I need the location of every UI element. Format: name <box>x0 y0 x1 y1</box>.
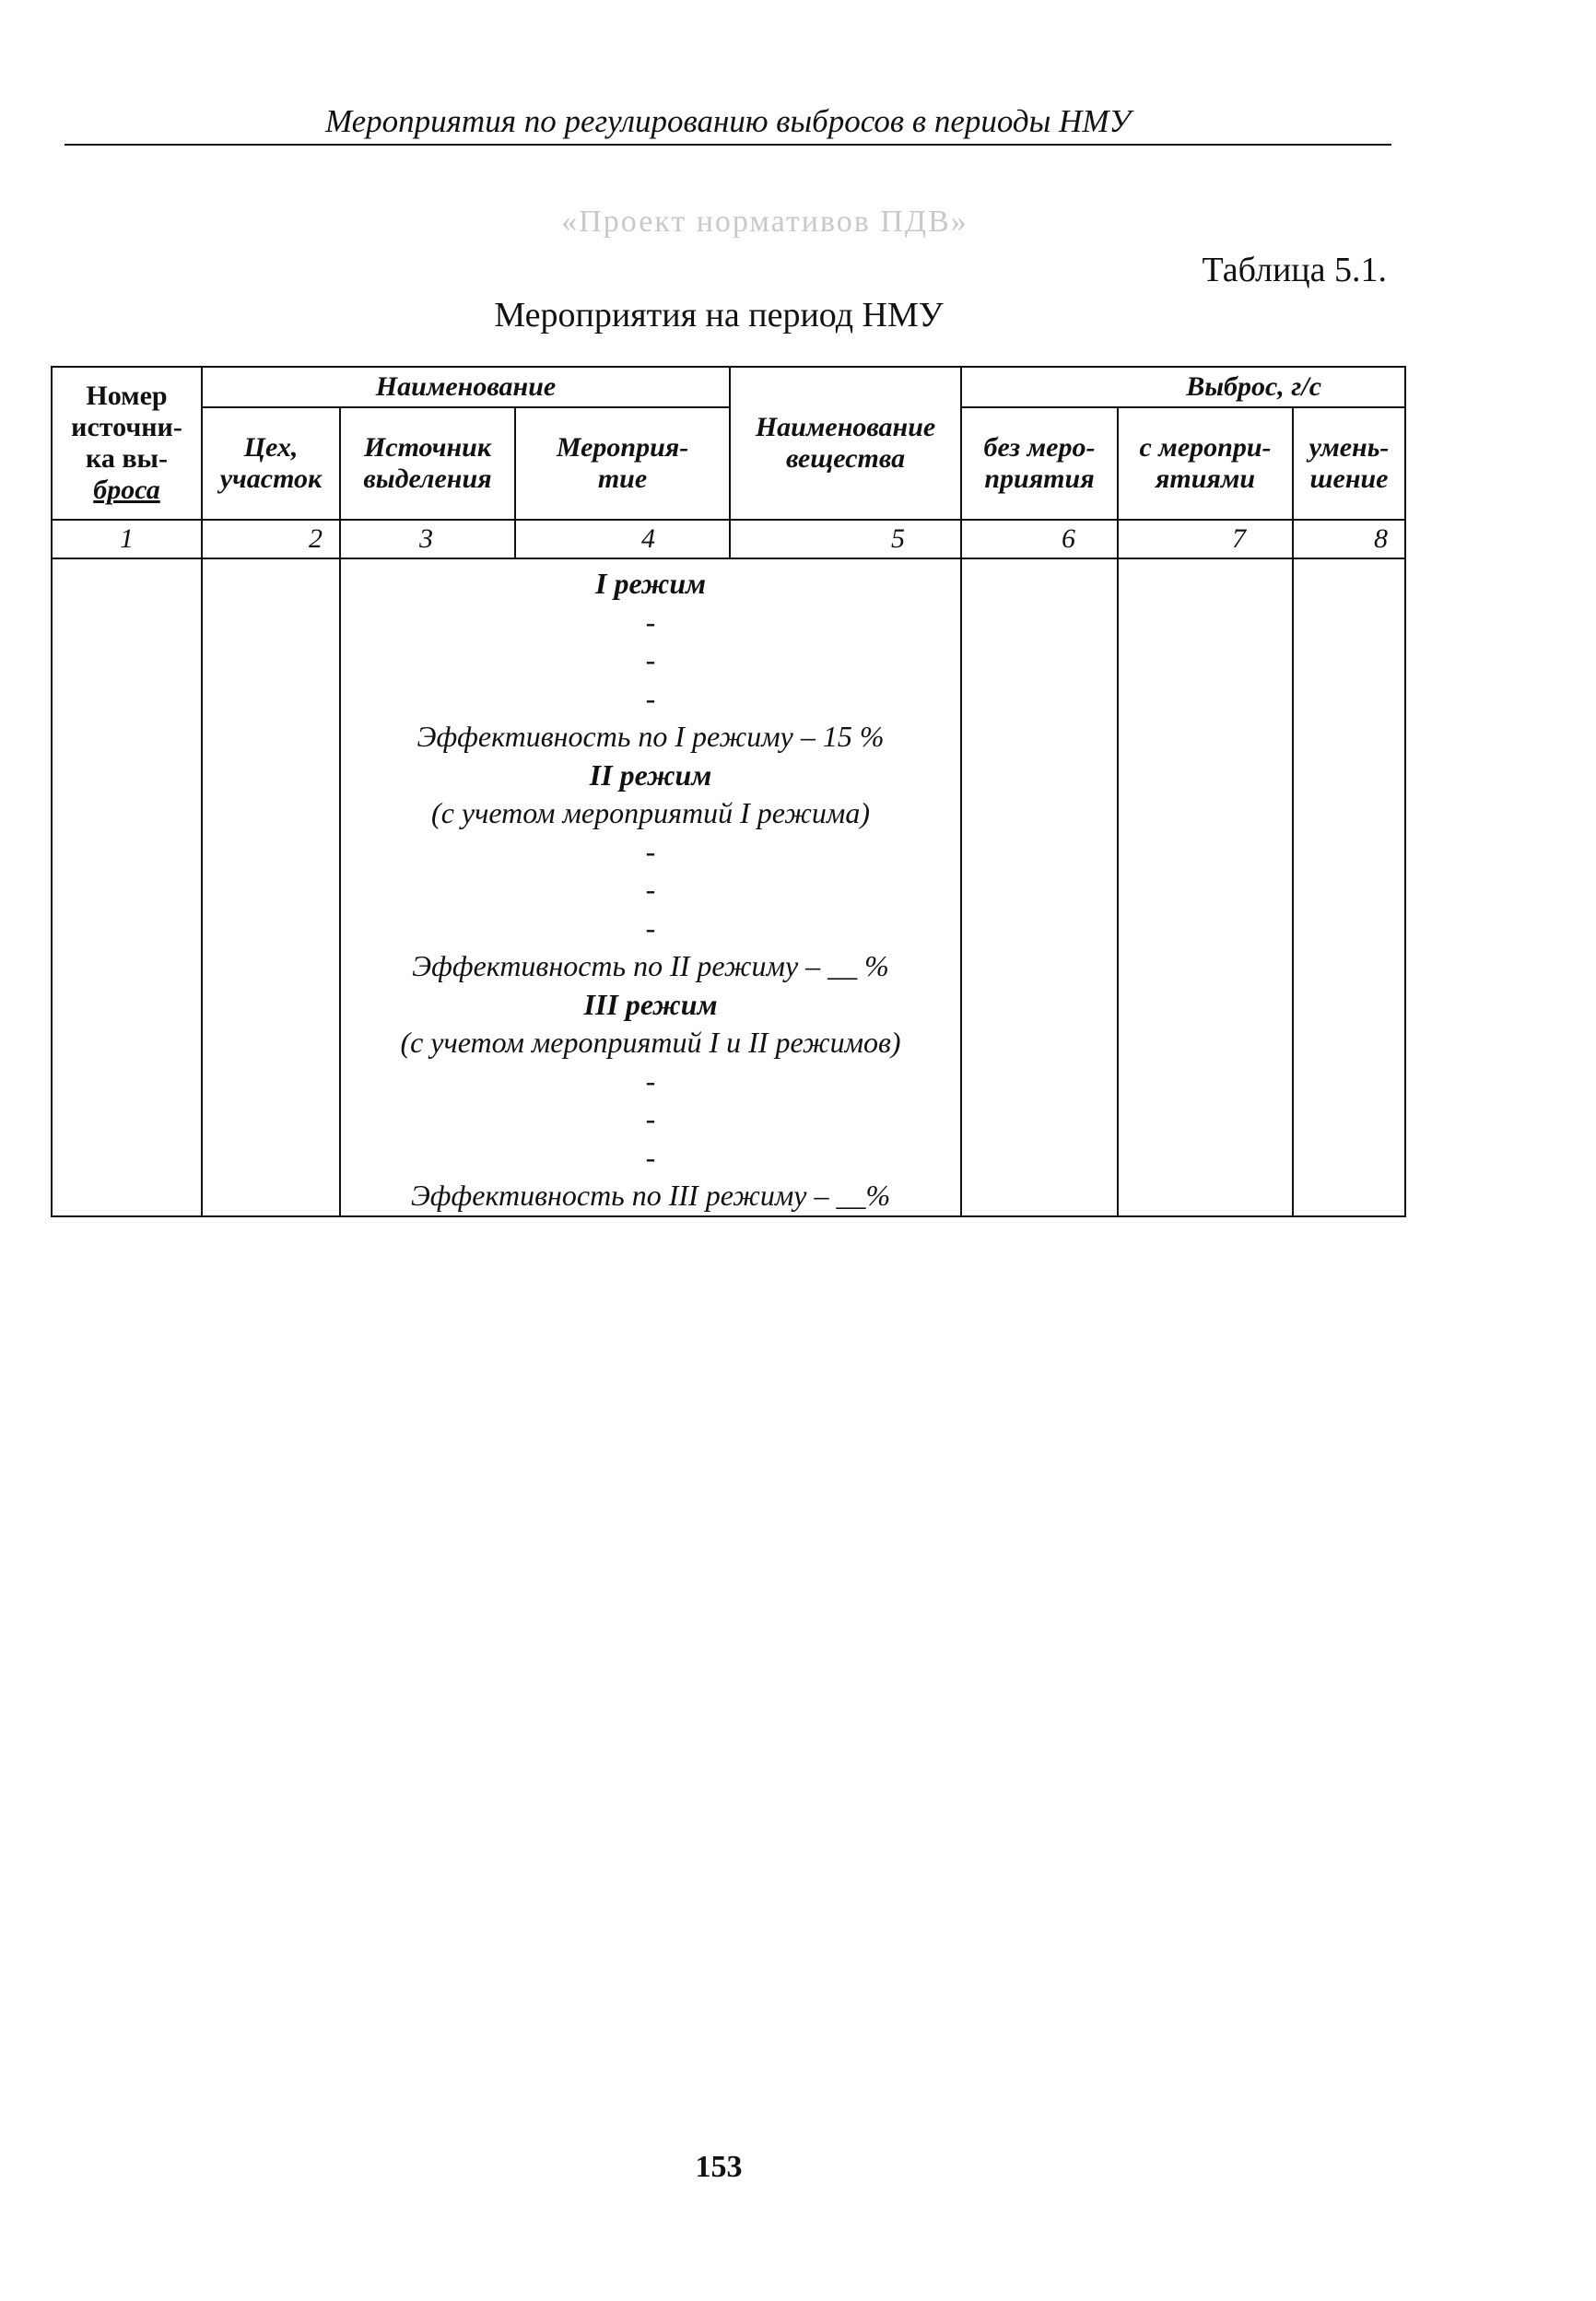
mode-efficiency: Эффективность по I режиму – 15 % <box>417 720 885 753</box>
column-number: 6 <box>961 520 1118 558</box>
header-source-number <box>52 367 202 520</box>
header-emission-source: Источник выделения <box>340 407 515 520</box>
mode-item: - <box>645 910 656 945</box>
header-name-group: Наименование <box>202 367 730 407</box>
body-cell-source <box>52 558 202 1216</box>
mode-list <box>341 559 960 1215</box>
column-number: 7 <box>1118 520 1293 558</box>
page-number: 153 <box>695 2150 743 2184</box>
header-reduction: умень- шение <box>1293 407 1405 520</box>
mode-efficiency: Эффективность по III режиму – __% <box>410 1179 891 1212</box>
header-source-number-line: источни- <box>71 412 182 442</box>
table-title: Мероприятия на период НМУ <box>494 296 944 335</box>
mode-item: - <box>645 873 656 906</box>
measures-table <box>51 366 1406 1217</box>
mode-note: (с учетом мероприятий I и II режимов) <box>400 1026 901 1059</box>
header-measure: Мероприя- тие <box>515 407 730 520</box>
mode-title: I режим <box>594 567 707 600</box>
header-emission-group: Выброс, г/с <box>961 367 1405 407</box>
column-number: 4 <box>515 520 730 558</box>
header-with-measures: с меропри- ятиями <box>1118 407 1293 520</box>
mode-efficiency: Эффективность по II режиму – __ % <box>412 949 889 982</box>
mode-item: - <box>645 834 656 868</box>
header-source-number-line: Номер <box>86 381 168 411</box>
column-number: 2 <box>202 520 340 558</box>
header-rule <box>65 144 1391 146</box>
header-shop: Цех, участок <box>202 407 340 520</box>
watermark-stamp: «Проект нормативов ПДВ» <box>561 205 968 239</box>
mode-item: - <box>645 1063 656 1098</box>
table-number: Таблица 5.1. <box>1202 251 1387 289</box>
column-number: 1 <box>52 520 202 558</box>
header-substance: Наименование вещества <box>730 367 961 520</box>
mode-item: - <box>645 681 656 715</box>
header-source-number-line: ка вы- <box>86 443 168 474</box>
mode-title: III режим <box>583 987 718 1021</box>
body-cell-without <box>961 558 1118 1216</box>
column-number: 5 <box>730 520 961 558</box>
column-number: 3 <box>340 520 515 558</box>
column-number: 8 <box>1293 520 1405 558</box>
body-cell-reduction <box>1293 558 1405 1216</box>
header-without-measures: без меро- приятия <box>961 407 1118 520</box>
body-cell-with <box>1118 558 1293 1216</box>
header-source-number-line: броса <box>93 475 160 505</box>
mode-title: II режим <box>589 757 712 792</box>
mode-item: - <box>645 1102 656 1135</box>
body-cell-shop <box>202 558 340 1216</box>
running-header: Мероприятия по регулированию выбросов в периоды НМУ <box>324 103 1132 139</box>
mode-item: - <box>645 643 656 676</box>
mode-note: (с учетом мероприятий I режима) <box>431 796 870 829</box>
body-cell-measures <box>340 558 961 1216</box>
mode-item: - <box>645 605 656 639</box>
mode-item: - <box>645 1140 656 1174</box>
